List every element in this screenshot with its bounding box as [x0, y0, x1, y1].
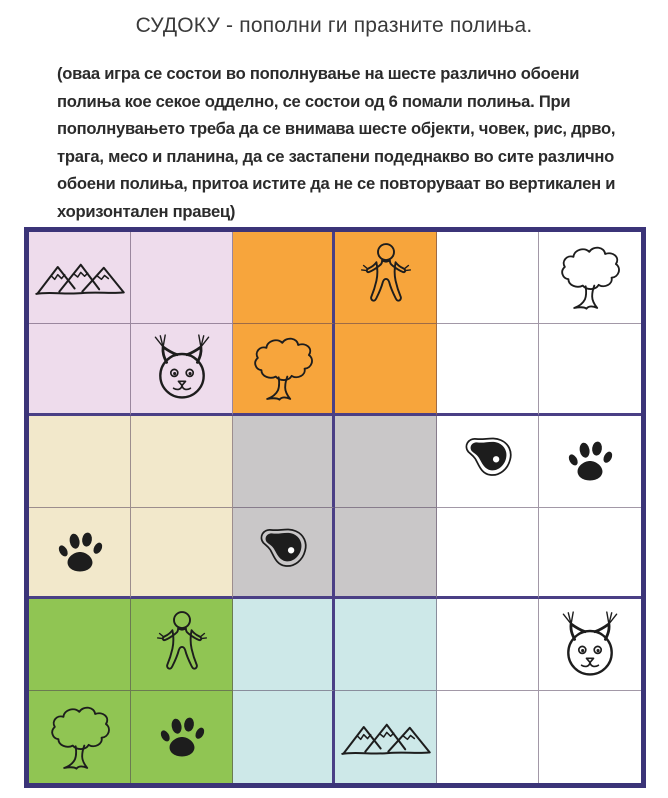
- paw-icon: [155, 710, 209, 764]
- meat-icon: [457, 432, 519, 490]
- grid-cell[interactable]: [539, 691, 641, 783]
- grid-cell[interactable]: [335, 599, 437, 691]
- meat-icon: [252, 523, 314, 581]
- grid-cell[interactable]: [233, 691, 335, 783]
- grid-cell[interactable]: [335, 691, 437, 783]
- page-title: СУДОКУ - пополни ги празните полиња.: [135, 14, 533, 37]
- grid-cell[interactable]: [335, 232, 437, 324]
- grid-cell[interactable]: [131, 416, 233, 508]
- grid-cell[interactable]: [437, 508, 539, 600]
- grid-cell[interactable]: [131, 324, 233, 416]
- grid-cell[interactable]: [29, 599, 131, 691]
- grid-cell[interactable]: [29, 232, 131, 324]
- person-icon: [354, 233, 418, 321]
- grid-cell[interactable]: [131, 508, 233, 600]
- grid-cell[interactable]: [131, 232, 233, 324]
- grid-cell[interactable]: [233, 232, 335, 324]
- grid-cell[interactable]: [233, 416, 335, 508]
- lynx-icon: [555, 610, 625, 680]
- grid-cell[interactable]: [539, 232, 641, 324]
- grid-cell[interactable]: [233, 508, 335, 600]
- lynx-icon: [147, 333, 217, 403]
- grid-cell[interactable]: [233, 599, 335, 691]
- grid-cell[interactable]: [539, 416, 641, 508]
- grid-cell[interactable]: [29, 324, 131, 416]
- grid-cell[interactable]: [335, 324, 437, 416]
- paw-icon: [53, 525, 107, 579]
- mountain-icon: [34, 254, 126, 300]
- grid-cell[interactable]: [437, 599, 539, 691]
- grid-cell[interactable]: [539, 599, 641, 691]
- tree-icon: [44, 697, 116, 777]
- grid-cell[interactable]: [437, 232, 539, 324]
- grid-cell[interactable]: [437, 324, 539, 416]
- grid-cell[interactable]: [437, 416, 539, 508]
- grid-cell[interactable]: [539, 324, 641, 416]
- grid-cell[interactable]: [233, 324, 335, 416]
- grid-cell[interactable]: [29, 508, 131, 600]
- sudoku-grid: [24, 227, 646, 788]
- grid-cell[interactable]: [335, 416, 437, 508]
- instructions-text: (оваа игра се состои во пополнување на шесте различно обоени полиња кое секое одделно, се состои од 6 помали полиња. При пополнувањето треба да се внимава шесте објекти, човек, рис, дрво, трага, месо и планина, да се застапени подеднакво во сите различно обоени полиња, притоа истите да не се повторуваат во вертикален и хоризонтален правец): [57, 64, 616, 221]
- grid-cell[interactable]: [29, 416, 131, 508]
- grid-cell[interactable]: [539, 508, 641, 600]
- paw-icon: [563, 434, 617, 488]
- grid-cell[interactable]: [131, 599, 233, 691]
- grid-cell[interactable]: [437, 691, 539, 783]
- grid-cell[interactable]: [29, 691, 131, 783]
- grid-cell[interactable]: [131, 691, 233, 783]
- grid-cell[interactable]: [335, 508, 437, 600]
- tree-icon: [554, 237, 626, 317]
- person-icon: [150, 601, 214, 689]
- mountain-icon: [340, 714, 432, 760]
- tree-icon: [247, 328, 319, 408]
